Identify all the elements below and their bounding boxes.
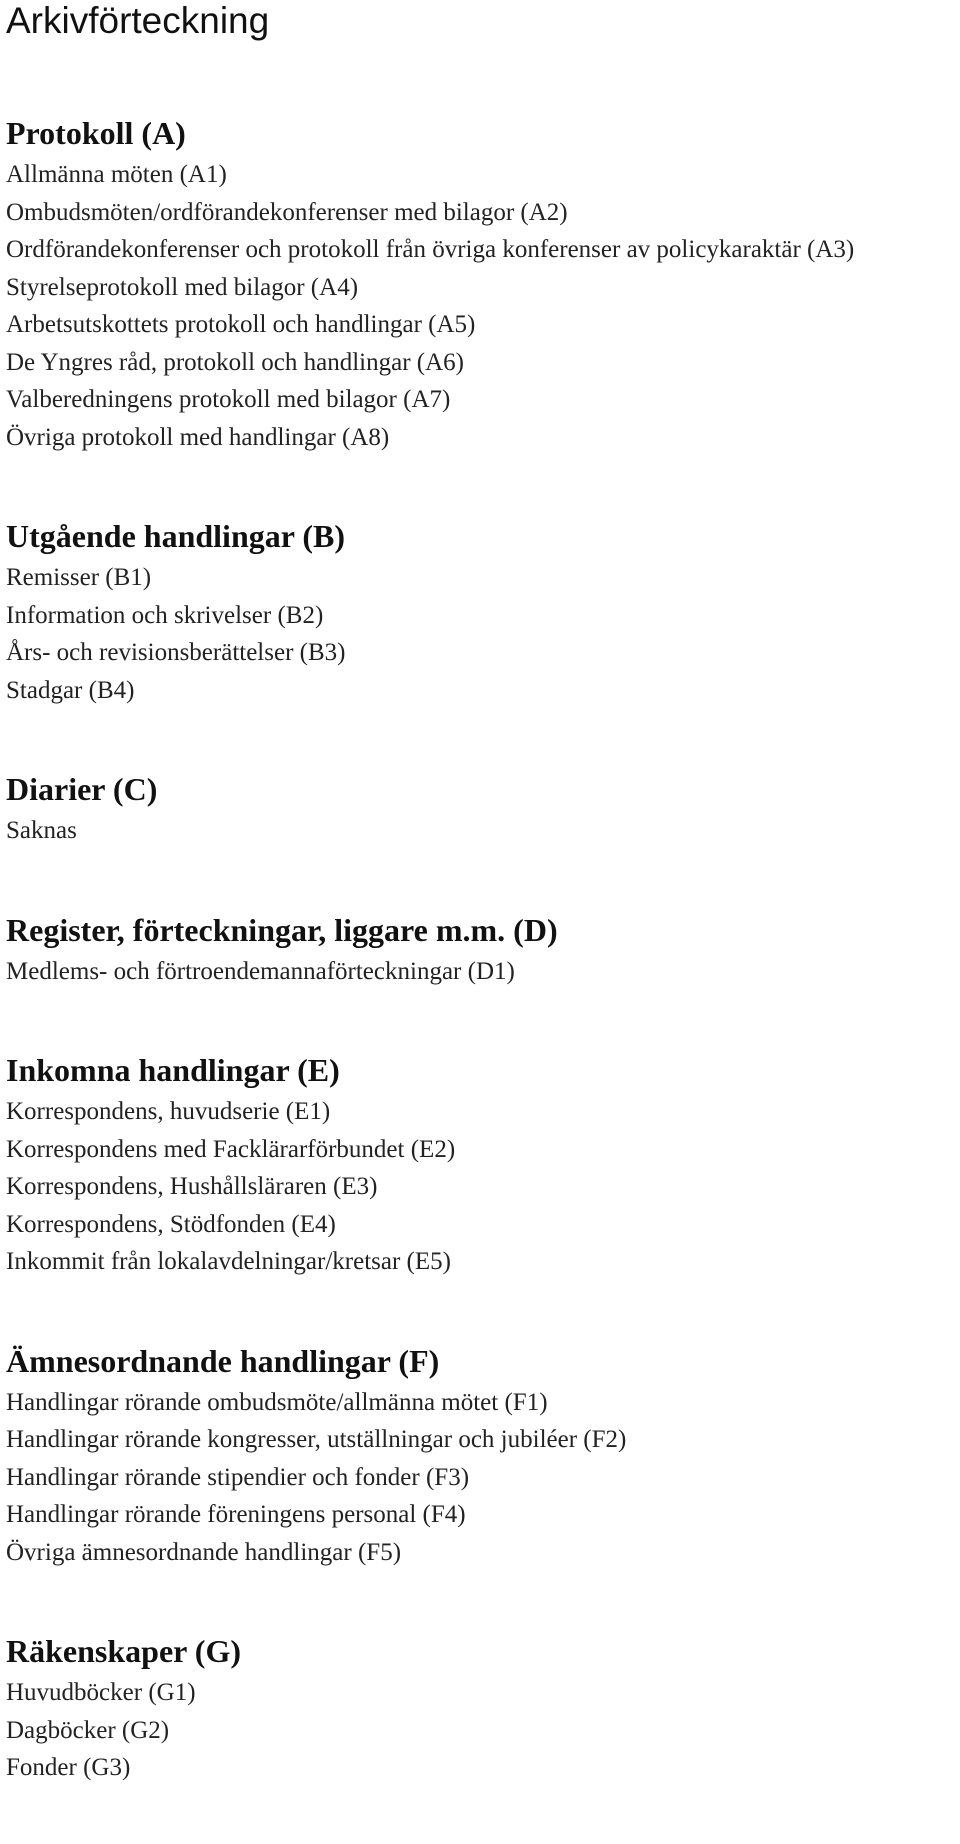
section-spacer — [6, 850, 960, 909]
section-heading: Ämnesordnande handlingar (F) — [6, 1342, 440, 1379]
section-register — [6, 909, 960, 991]
list-item: Handlingar rörande kongresser, utställningar och jubiléer (F2) — [6, 1426, 627, 1453]
list-item: Valberedningens protokoll med bilagor (A7) — [6, 386, 451, 413]
section-heading: Protokoll (A) — [6, 115, 186, 151]
list-item: Saknas — [6, 817, 77, 844]
section-spacer — [6, 456, 960, 515]
list-item: Stadgar (B4) — [6, 676, 135, 704]
list-item: Huvudböcker (G1) — [6, 1679, 196, 1706]
list-item: Allmänna möten (A1) — [6, 161, 227, 188]
list-item: Korrespondens, Stödfonden (E4) — [6, 1210, 336, 1238]
section-heading: Räkenskaper (G) — [6, 1633, 241, 1669]
list-item: Dagböcker (G2) — [6, 1716, 170, 1744]
list-item: Korrespondens, huvudserie (E1) — [6, 1098, 331, 1125]
section-heading: Diarier (C) — [6, 771, 158, 807]
section-spacer — [6, 709, 960, 768]
list-item: Övriga protokoll med handlingar (A8) — [6, 423, 390, 451]
section-heading: Inkomna handlingar (E) — [6, 1052, 340, 1088]
list-item: Inkommit från lokalavdelningar/kretsar (E5) — [6, 1248, 451, 1275]
list-item: Handlingar rörande stipendier och fonder (F3) — [6, 1463, 470, 1491]
section-heading: Utgående handlingar (B) — [6, 518, 346, 554]
list-item: Information och skrivelser (B2) — [6, 601, 324, 629]
list-item: Fonder (G3) — [6, 1754, 131, 1781]
section-rakenskaper — [6, 1630, 960, 1787]
list-item: Korrespondens med Facklärarförbundet (E2) — [6, 1135, 456, 1163]
list-item: Styrelseprotokoll med bilagor (A4) — [6, 273, 359, 301]
section-heading: Register, förteckningar, liggare m.m. (D) — [6, 911, 558, 948]
section-protokoll — [6, 112, 960, 456]
list-item: Korrespondens, Hushållsläraren (E3) — [6, 1173, 378, 1200]
list-item: Ordförandekonferenser och protokoll från övriga konferenser av policykaraktär (A3) — [6, 236, 855, 263]
list-item: Handlingar rörande ombudsmöte/allmänna mötet (F1) — [6, 1388, 548, 1416]
list-item: Arbetsutskottets protokoll och handlingar (A5) — [6, 311, 476, 338]
section-spacer — [6, 1571, 960, 1630]
document-title: Arkivförteckning — [6, 0, 270, 41]
list-item: Remisser (B1) — [6, 564, 152, 591]
section-inkomna-handlingar — [6, 1049, 960, 1281]
section-spacer — [6, 1281, 960, 1340]
list-item: Handlingar rörande föreningens personal (F4) — [6, 1501, 466, 1528]
list-item: De Yngres råd, protokoll och handlingar (A6) — [6, 348, 464, 376]
section-amnesordnande-handlingar — [6, 1340, 960, 1572]
section-spacer — [6, 990, 960, 1049]
section-diarier — [6, 768, 960, 850]
list-item: Ombudsmöten/ordförandekonferenser med bilagor (A2) — [6, 198, 568, 226]
list-item: Övriga ämnesordnande handlingar (F5) — [6, 1538, 402, 1566]
list-item: Medlems- och förtroendemannaförteckningar (D1) — [6, 957, 515, 985]
section-utgaende-handlingar — [6, 515, 960, 709]
list-item: Års- och revisionsberättelser (B3) — [6, 639, 346, 666]
